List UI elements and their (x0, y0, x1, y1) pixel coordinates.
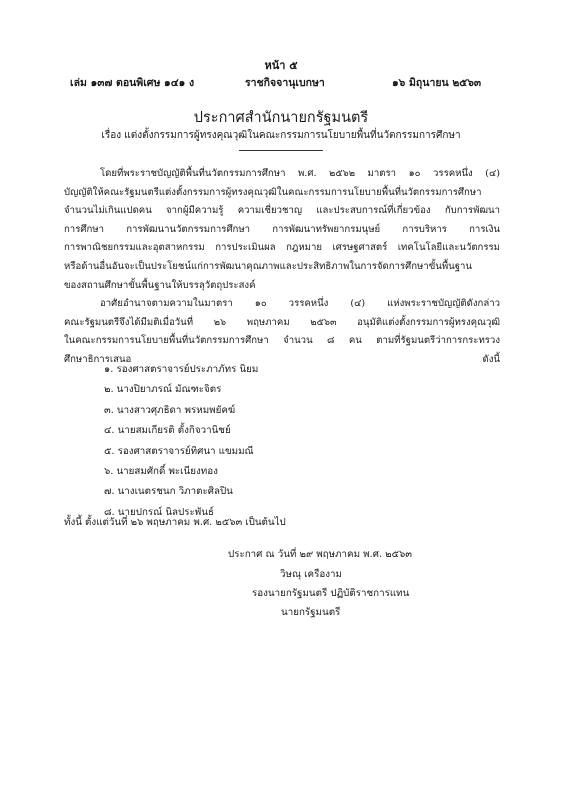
header-gazette-name: ราชกิจจานุเบกษา (245, 77, 325, 89)
page-number: หน้า ๕ (264, 59, 298, 72)
list-item: ๒. นางปิยาภรณ์ มัณฑะจิตร (104, 384, 222, 396)
member-list (104, 360, 258, 523)
paragraph-line: ของสถานศึกษาขั้นพื้นฐานให้บรรลุวัตถุประสงค์ (64, 279, 256, 291)
paragraph-line: ในคณะกรรมการนโยบายพื้นที่นวัตกรรมการศึกษา จำนวน ๘ คน ตามที่รัฐมนตรีว่าการกระทรวง (64, 335, 500, 347)
paragraph-line: คณะรัฐมนตรีจึงได้มีมติเมื่อวันที่ ๒๖ พฤษภาคม ๒๕๖๓ อนุมัติแต่งตั้งกรรมการผู้ทรงคุณวุฒิ (64, 316, 500, 328)
paragraph-line: การพาณิชยกรรมและอุตสาหกรรม การประเมินผล กฎหมาย เศรษฐศาสตร์ เทคโนโลยีและนวัตกรรม (64, 242, 500, 254)
announcement-subject: เรื่อง แต่งตั้งกรรมการผู้ทรงคุณวุฒิในคณะกรรมการนโยบายพื้นที่นวัตกรรมการศึกษา (101, 130, 461, 141)
title-divider (239, 150, 323, 151)
paragraph-line: โดยที่พระราชบัญญัติพื้นที่นวัตกรรมการศึกษา พ.ศ. ๒๕๖๒ มาตรา ๑๐ วรรคหนึ่ง (๔) (100, 168, 500, 179)
paragraph-line: หรือด้านอื่นอันจะเป็นประโยชน์แก่การพัฒนาคุณภาพและประสิทธิภาพในการจัดการศึกษาขั้นพื้นฐาน (64, 260, 472, 272)
list-item: ๓. นางสาวศุภธิดา พรหมพยัคฆ์ (104, 404, 236, 416)
signatory-name: วิษณุ เครืองาม (280, 569, 342, 580)
list-item: ๑. รองศาสตราจารย์ประภาภัทร นิยม (104, 364, 259, 375)
paragraph-line: บัญญัติให้คณะรัฐมนตรีแต่งตั้งกรรมการผู้ทรงคุณวุฒิในคณะกรรมการนโยบายพื้นที่นวัตกรรมการศึกษา (64, 186, 482, 198)
signatory-position-2: นายกรัฐมนตรี (281, 607, 341, 618)
paragraph-line: ศึกษาธิการเสนอ ดังนี้ (64, 353, 500, 365)
announcement-title: ประกาศสำนักนายกรัฐมนตรี (193, 110, 369, 126)
list-item: ๗. นางเนตรชนก วิภาตะศิลปิน (104, 486, 233, 498)
paragraph-2 (64, 295, 500, 369)
paragraph-line: การศึกษา การพัฒนานวัตกรรมการศึกษา การพัฒนาทรัพยากรมนุษย์ การบริหาร การเงิน (64, 223, 500, 235)
paragraph-1 (64, 165, 500, 295)
list-item: ๖. นายสมศักดิ์ พะเนียงทอง (104, 466, 218, 478)
paragraph-line: จำนวนไม่เกินแปดคน จากผู้มีความรู้ ความเชี่ยวชาญ และประสบการณ์ที่เกี่ยวข้อง กับการพัฒนา (64, 205, 500, 217)
header-volume: เล่ม ๑๓๗ ตอนพิเศษ ๑๔๑ ง (70, 77, 195, 89)
header-date: ๑๖ มิถุนายน ๒๕๖๓ (392, 77, 482, 89)
paragraph-line: อาศัยอำนาจตามความในมาตรา ๑๐ วรรคหนึ่ง (๔) แห่งพระราชบัญญัติดังกล่าว (100, 298, 500, 310)
effective-date: ทั้งนี้ ตั้งแต่วันที่ ๒๖ พฤษภาคม พ.ศ. ๒๕๖๓ เป็นต้นไป (64, 517, 286, 528)
list-item: ๘. นายปกรณ์ นิลประพันธ์ (104, 506, 214, 518)
list-item: ๔. นายสมเกียรติ ตั้งกิจวานิชย์ (104, 425, 231, 437)
announcement-body (64, 165, 500, 370)
list-item: ๕. รองศาสตราจารย์ทิศนา แขมมณี (104, 445, 254, 457)
signatory-position: รองนายกรัฐมนตรี ปฏิบัติราชการแทน (252, 588, 410, 599)
signature-date: ประกาศ ณ วันที่ ๒๙ พฤษภาคม พ.ศ. ๒๕๖๓ (228, 549, 412, 560)
